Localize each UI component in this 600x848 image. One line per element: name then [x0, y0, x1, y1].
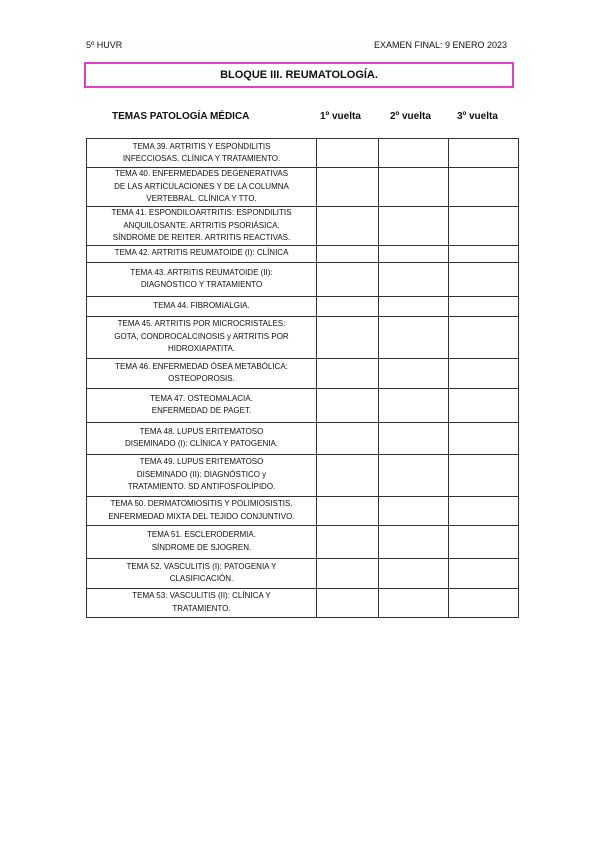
header-exam-date: EXAMEN FINAL: 9 ENERO 2023	[373, 40, 507, 50]
topic-cell	[87, 207, 317, 246]
topic-line: TEMA 43. ARTRITIS REUMATOIDE (II):	[130, 267, 273, 277]
check-cell-round-1[interactable]	[317, 262, 379, 296]
topic-line: TEMA 40. ENFERMEDADES DEGENERATIVAS	[114, 169, 289, 179]
check-cell-round-3[interactable]	[449, 168, 519, 207]
check-cell-round-2[interactable]	[379, 168, 449, 207]
column-header-round-1: 1º vuelta	[320, 111, 361, 122]
check-cell-round-1[interactable]	[317, 316, 379, 358]
topic-cell	[87, 496, 317, 525]
topic-line: DIAGNÓSTICO Y TRATAMIENTO	[140, 280, 263, 289]
table-row	[87, 168, 519, 207]
table-row	[87, 296, 519, 316]
topic-line: OSTEOPOROSIS.	[168, 374, 235, 383]
table-row	[87, 316, 519, 358]
header-course: 5º HUVR	[86, 40, 123, 50]
check-cell-round-1[interactable]	[317, 525, 379, 558]
table-row	[87, 558, 519, 588]
table-row	[87, 245, 519, 262]
check-cell-round-3[interactable]	[449, 245, 519, 262]
check-cell-round-2[interactable]	[379, 525, 449, 558]
table-row	[87, 496, 519, 525]
topic-cell	[87, 168, 317, 207]
check-cell-round-3[interactable]	[449, 262, 519, 296]
table-row	[87, 454, 519, 496]
topic-cell	[87, 316, 317, 358]
block-title: BLOQUE III. REUMATOLOGÍA.	[220, 69, 378, 81]
table-row	[87, 588, 519, 617]
block-title-box	[84, 62, 514, 88]
check-cell-round-3[interactable]	[449, 388, 519, 422]
topic-line: TEMA 50. DERMATOMIOSITIS Y POLIMIOSISTIS.	[110, 499, 293, 508]
topic-line: ENFERMEDAD DE PAGET.	[151, 406, 252, 415]
topic-line: DE LAS ARTICULACIONES Y DE LA COLUMNA	[114, 181, 289, 191]
topic-line: TEMA 48. LUPUS ERITEMATOSO	[139, 426, 264, 436]
topic-line: ANQUILOSANTE. ARTRITIS PSORIÁSICA.	[123, 220, 280, 230]
check-cell-round-1[interactable]	[317, 422, 379, 454]
check-cell-round-3[interactable]	[449, 296, 519, 316]
check-cell-round-3[interactable]	[449, 139, 519, 168]
check-cell-round-1[interactable]	[317, 454, 379, 496]
topic-line: VERTEBRAL. CLÍNICA Y TTO.	[146, 194, 257, 204]
check-cell-round-1[interactable]	[317, 496, 379, 525]
check-cell-round-1[interactable]	[317, 245, 379, 262]
check-cell-round-3[interactable]	[449, 525, 519, 558]
topic-cell	[87, 358, 317, 388]
topic-line: TEMA 53. VASCULITIS (II): CLÍNICA Y	[132, 591, 271, 600]
topic-cell	[87, 388, 317, 422]
check-cell-round-2[interactable]	[379, 245, 449, 262]
topic-line: INFECCIOSAS. CLÍNICA Y TRATAMIENTO.	[122, 154, 281, 163]
check-cell-round-2[interactable]	[379, 558, 449, 588]
check-cell-round-1[interactable]	[317, 168, 379, 207]
check-cell-round-2[interactable]	[379, 139, 449, 168]
topic-line: SÍNDROME DE REITER. ARTRITIS REACTIVAS.	[112, 233, 291, 242]
topic-cell	[87, 588, 317, 617]
check-cell-round-3[interactable]	[449, 358, 519, 388]
topic-line: TEMA 44. FIBROMIALGIA.	[153, 300, 250, 310]
check-cell-round-3[interactable]	[449, 558, 519, 588]
check-cell-round-2[interactable]	[379, 588, 449, 617]
topic-line: TEMA 42. ARTRITIS REUMATOIDE (I): CLÍNICA	[114, 248, 289, 258]
check-cell-round-2[interactable]	[379, 454, 449, 496]
topic-cell	[87, 296, 317, 316]
topic-cell	[87, 422, 317, 454]
topic-cell	[87, 262, 317, 296]
topic-cell	[87, 245, 317, 262]
topic-line: TRATAMIENTO.	[172, 603, 231, 613]
table-row	[87, 388, 519, 422]
check-cell-round-2[interactable]	[379, 262, 449, 296]
topic-line: TRATAMIENTO. SD ANTIFOSFOLÍPIDO.	[127, 482, 276, 492]
check-cell-round-2[interactable]	[379, 422, 449, 454]
topic-line: TEMA 39. ARTRITIS Y ESPONDILITIS	[132, 141, 271, 151]
topic-line: TEMA 49. LUPUS ERITEMATOSO	[139, 457, 264, 467]
check-cell-round-1[interactable]	[317, 207, 379, 246]
topic-line: DISEMINADO (I): CLÍNICA Y PATOGENIA.	[124, 439, 279, 448]
topic-line: TEMA 52. VASCULITIS (I): PATOGENIA Y	[126, 561, 277, 571]
table-row	[87, 525, 519, 558]
topic-line: TEMA 45. ARTRITIS POR MICROCRISTALES:	[117, 319, 286, 329]
column-header-round-3: 3º vuelta	[457, 111, 498, 122]
check-cell-round-2[interactable]	[379, 316, 449, 358]
topic-line: HIDROXIAPATITA.	[167, 344, 236, 354]
table-row	[87, 422, 519, 454]
check-cell-round-1[interactable]	[317, 139, 379, 168]
check-cell-round-2[interactable]	[379, 388, 449, 422]
check-cell-round-1[interactable]	[317, 558, 379, 588]
topic-line: TEMA 47. OSTEOMALACIA.	[150, 393, 253, 403]
topic-cell	[87, 525, 317, 558]
check-cell-round-2[interactable]	[379, 207, 449, 246]
topic-cell	[87, 558, 317, 588]
topic-line: TEMA 46. ENFERMEDAD ÓSEA METABÓLICA:	[115, 361, 288, 371]
check-cell-round-1[interactable]	[317, 388, 379, 422]
table-row	[87, 262, 519, 296]
check-cell-round-3[interactable]	[449, 422, 519, 454]
check-cell-round-2[interactable]	[379, 496, 449, 525]
check-cell-round-1[interactable]	[317, 358, 379, 388]
table-row	[87, 358, 519, 388]
topic-line: DISEMINADO (II): DIAGNÓSTICO y	[136, 469, 267, 479]
check-cell-round-1[interactable]	[317, 296, 379, 316]
check-cell-round-3[interactable]	[449, 316, 519, 358]
check-cell-round-3[interactable]	[449, 207, 519, 246]
table-row	[87, 139, 519, 168]
check-cell-round-2[interactable]	[379, 296, 449, 316]
topic-line: TEMA 41. ESPONDILOARTRITIS: ESPONDILITIS	[111, 208, 292, 217]
topic-cell	[87, 139, 317, 168]
column-header-topics: TEMAS PATOLOGÍA MÉDICA	[112, 111, 250, 122]
check-cell-round-1[interactable]	[317, 588, 379, 617]
check-cell-round-3[interactable]	[449, 454, 519, 496]
check-cell-round-3[interactable]	[449, 588, 519, 617]
topics-table	[86, 138, 519, 618]
topic-line: GOTA, CONDROCALCINOSIS y ARTRITIS POR	[114, 331, 289, 341]
topic-line: ENFERMEDAD MIXTA DEL TEJIDO CONJUNTIVO.	[108, 511, 295, 521]
topic-line: SÍNDROME DE SJOGREN.	[151, 542, 252, 552]
topic-line: TEMA 51. ESCLERODERMIA.	[147, 530, 256, 539]
column-header-round-2: 2º vuelta	[390, 111, 431, 122]
topic-line: CLASIFICACIÓN.	[169, 574, 234, 583]
check-cell-round-2[interactable]	[379, 358, 449, 388]
table-row	[87, 207, 519, 246]
topic-cell	[87, 454, 317, 496]
check-cell-round-3[interactable]	[449, 496, 519, 525]
